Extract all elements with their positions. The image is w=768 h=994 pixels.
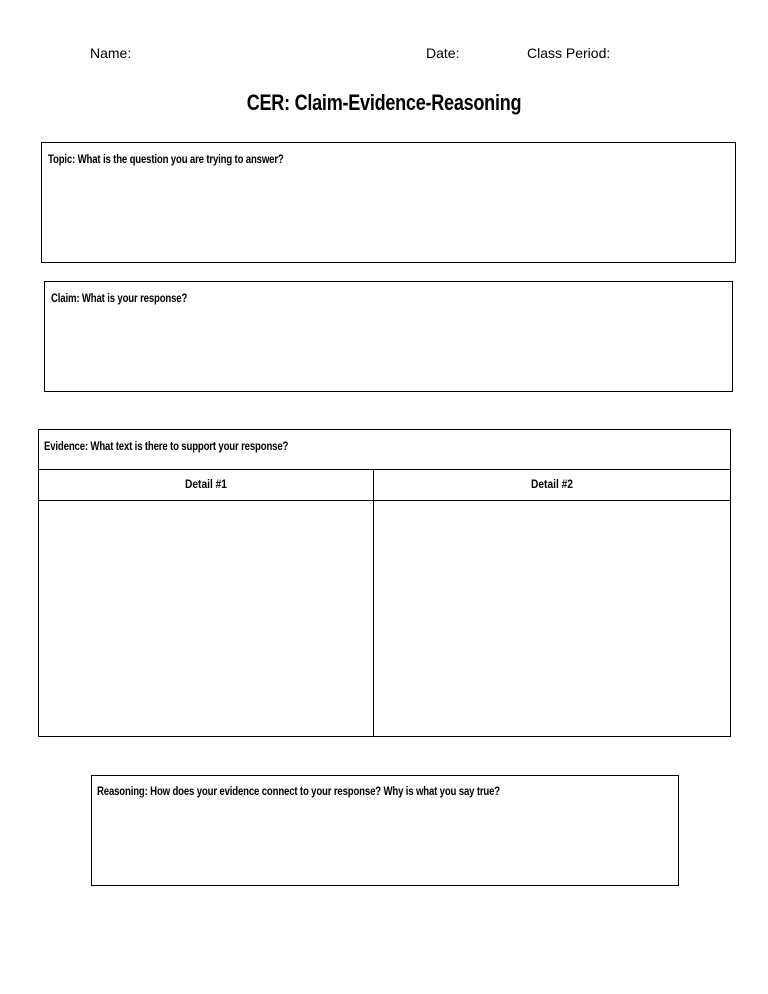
class-period-label: Class Period:: [527, 45, 611, 61]
claim-box[interactable]: [44, 281, 733, 392]
name-label: Name:: [90, 45, 132, 61]
reasoning-box[interactable]: [91, 775, 679, 886]
detail-header-row: [39, 470, 730, 501]
evidence-header: [39, 430, 730, 470]
reasoning-prompt: Reasoning: How does your evidence connect to your response? Why is what you say true?: [97, 784, 501, 798]
evidence-prompt: Evidence: What text is there to support your response?: [44, 439, 289, 453]
detail-1-header: Detail #1: [185, 477, 227, 491]
page-title: CER: Claim-Evidence-Reasoning: [246, 90, 522, 115]
detail-2-header: Detail #2: [531, 477, 573, 491]
detail-1-cell[interactable]: [39, 501, 373, 736]
evidence-table: [38, 429, 731, 737]
topic-prompt: Topic: What is the question you are trying to answer?: [48, 152, 284, 166]
claim-prompt: Claim: What is your response?: [51, 291, 188, 305]
date-label: Date:: [426, 45, 460, 61]
detail-2-cell[interactable]: [374, 501, 730, 736]
topic-box[interactable]: [41, 142, 736, 263]
